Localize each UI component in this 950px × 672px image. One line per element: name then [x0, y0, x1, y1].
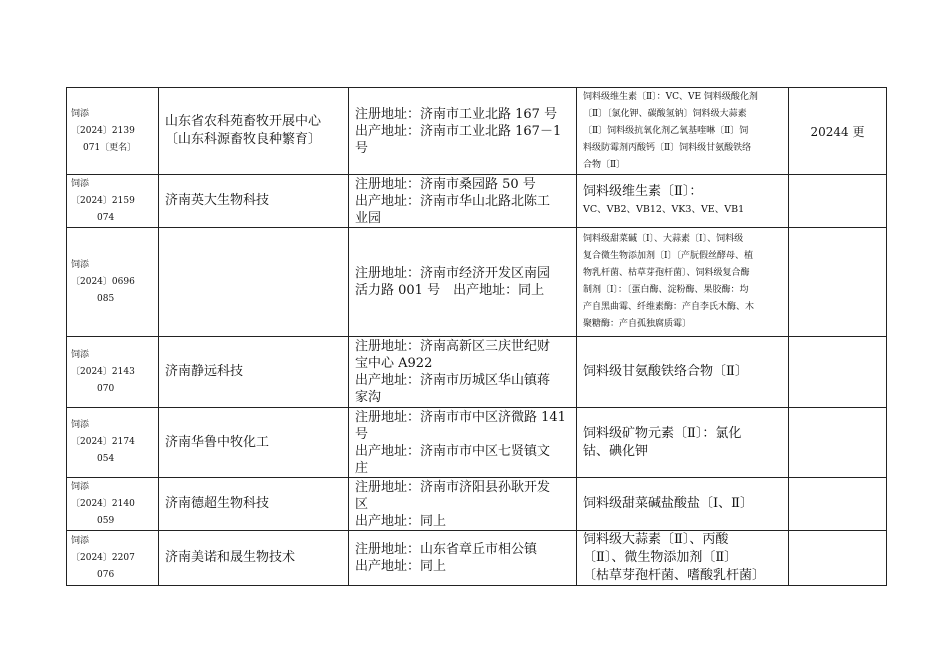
company-name-cell: 济南英大生物科技 [159, 175, 349, 228]
address-cell: 注册地址：山东省章丘市相公镇 出产地址：同上 [349, 531, 577, 586]
address-cell: 注册地址：济南市工业北路 167 号 出产地址：济南市工业北路 167－1 号 [349, 88, 577, 175]
address-cell: 注册地址：济南市桑园路 50 号 出产地址：济南市华山北路北陈工 业园 [349, 175, 577, 228]
product-cell: 饲料级大蒜素〔Ⅱ〕、丙酸 〔Ⅱ〕、微生物添加剂〔Ⅱ〕 〔枯草芽孢杆菌、嗜酸乳杆菌〕 [577, 531, 789, 586]
note-cell [789, 337, 887, 408]
note-cell [789, 478, 887, 531]
note-cell [789, 408, 887, 478]
license-number-cell: 饲添 〔2024〕2139 071〔更名〕 [67, 88, 159, 175]
product-cell: 饲料级甘氨酸铁络合物〔Ⅱ〕 [577, 337, 789, 408]
address-cell: 注册地址：济南市经济开发区南园 活力路 001 号 出产地址：同上 [349, 228, 577, 337]
license-number-cell: 饲添 〔2024〕2143 070 [67, 337, 159, 408]
table-row [67, 175, 887, 228]
product-cell: 饲料级矿物元素〔Ⅱ〕：氯化 钴、碘化钾 [577, 408, 789, 478]
company-name-cell: 济南美诺和晟生物技术 [159, 531, 349, 586]
note-cell: 20244 更 [789, 88, 887, 175]
note-cell [789, 531, 887, 586]
company-name-cell: 济南华鲁中牧化工 [159, 408, 349, 478]
product-cell: 饲料级甜菜碱盐酸盐〔Ⅰ、Ⅱ〕 [577, 478, 789, 531]
company-name-cell: 济南德超生物科技 [159, 478, 349, 531]
company-name-cell: 山东省农科苑畜牧开展中心 〔山东科源畜牧良种繁育〕 [159, 88, 349, 175]
license-number-cell: 饲添 〔2024〕2174 054 [67, 408, 159, 478]
table-row [67, 478, 887, 531]
address-cell: 注册地址：济南高新区三庆世纪财 宝中心 A922 出产地址：济南市历城区华山镇蒋 家沟 [349, 337, 577, 408]
license-number-cell: 饲添 〔2024〕2159 074 [67, 175, 159, 228]
table-row [67, 88, 887, 175]
license-table [66, 87, 887, 586]
table-row [67, 337, 887, 408]
address-cell: 注册地址：济南市市中区济微路 141 号 出产地址：济南市市中区七贤镇文 庄 [349, 408, 577, 478]
product-cell: 饲料级甜菜碱〔Ⅰ〕、大蒜素〔Ⅰ〕、饲料级 复合微生物添加剂〔Ⅰ〕〔产朊假丝酵母、植 物乳杆菌、枯草芽孢杆菌〕、饲料级复合酶 制剂〔Ⅰ〕：〔蛋白酶、淀粉酶、果胶酶：均 产自黑曲霉、纤维素酶：产自李氏木酶、木 聚糖酶：产自孤独腐质霉〕 [577, 228, 789, 337]
product-cell: 饲料级维生素〔Ⅱ〕：VC、VE 饲料级酸化剂 〔Ⅱ〕〔氯化钾、碳酸氢钠〕饲料级大蒜素 〔Ⅱ〕饲料级抗氧化剂乙氧基喹啉〔Ⅱ〕饲 料级防霉剂丙酸钙〔Ⅱ〕饲料级甘氨酸铁络 合物〔Ⅱ〕 [577, 88, 789, 175]
table-row [67, 408, 887, 478]
note-cell [789, 228, 887, 337]
license-number-cell: 饲添 〔2024〕0696 085 [67, 228, 159, 337]
address-cell: 注册地址：济南市济阳县孙耿开发 区 出产地址：同上 [349, 478, 577, 531]
license-number-cell: 饲添 〔2024〕2207 076 [67, 531, 159, 586]
product-cell: 饲料级维生素〔Ⅱ〕： VC、VB2、VB12、VK3、VE、VB1 [577, 175, 789, 228]
company-name-cell [159, 228, 349, 337]
note-cell [789, 175, 887, 228]
table-row [67, 228, 887, 337]
license-number-cell: 饲添 〔2024〕2140 059 [67, 478, 159, 531]
company-name-cell: 济南静远科技 [159, 337, 349, 408]
table-row [67, 531, 887, 586]
